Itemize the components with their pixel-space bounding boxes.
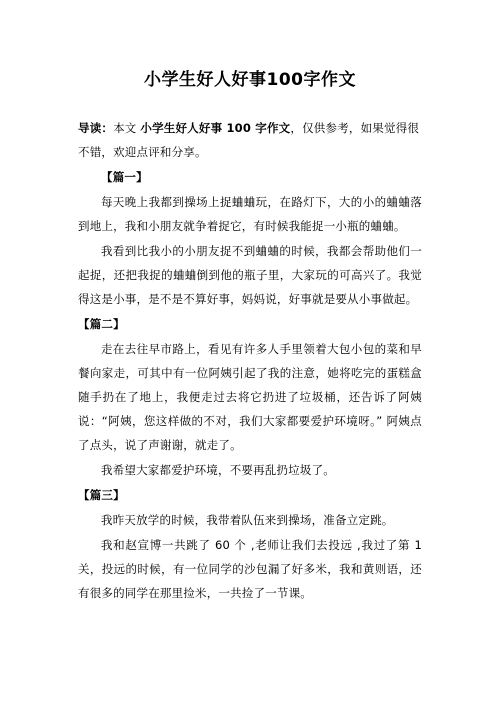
section-3-paragraph-2: 我和赵宣博一共跳了 60 个 ,老师让我们去投远 ,我过了第 1 关，投远的时候，有一位同学的沙包漏了好多米，我和黄则语，还有很多的同学在那里捡米，一共捡了一节课。 <box>78 538 422 600</box>
intro-paragraph <box>78 116 422 164</box>
section-1-paragraph-1: 每天晚上我都到操场上捉蛐蛐玩，在路灯下，大的小的蛐蛐落到地上，我和小朋友就争着捉它，有时候我能捉一小瓶的蛐蛐。 <box>78 195 422 233</box>
section-2-paragraph-2: 我希望大家都爱护环境，不要再乱扔垃圾了。 <box>101 463 335 477</box>
section-heading-1: 【篇一】 <box>101 170 148 184</box>
section-heading-3: 【篇三】 <box>78 488 125 502</box>
intro-lead: 导读： <box>78 121 114 135</box>
section-2-paragraph-1: 走在去往早市路上，看见有许多人手里领着大包小包的菜和早餐向家走，可其中有一位阿姨引起了我的注意，她将吃完的蛋糕盒随手扔在了地上，我便走过去将它扔进了垃圾桶，还告诉了阿姨说：“阿姨，您这样做的不对，我们大家都要爱护环境呀。” 阿姨点了点头，说了声谢谢，就走了。 <box>78 342 422 452</box>
intro-post: ，仅供参考，如果觉得很不错，欢迎点评和分享。 <box>78 121 420 159</box>
intro-strong: 小学生好人好事 100 字作文 <box>140 121 291 135</box>
intro-pre: 本文 <box>113 121 141 135</box>
section-heading-2: 【篇二】 <box>78 317 125 331</box>
section-1-paragraph-2: 我看到比我小的小朋友捉不到蛐蛐的时候，我都会帮助他们一起捉，还把我捉的蛐蛐倒到他的瓶子里，大家玩的可高兴了。我觉得这是小事，是不是不算好事，妈妈说，好事就是要从小事做起。 <box>78 244 422 306</box>
document-title: 小学生好人好事100字作文 <box>144 70 356 90</box>
section-3-paragraph-1: 我昨天放学的时候，我带着队伍来到操场，准备立定跳。 <box>101 513 394 527</box>
